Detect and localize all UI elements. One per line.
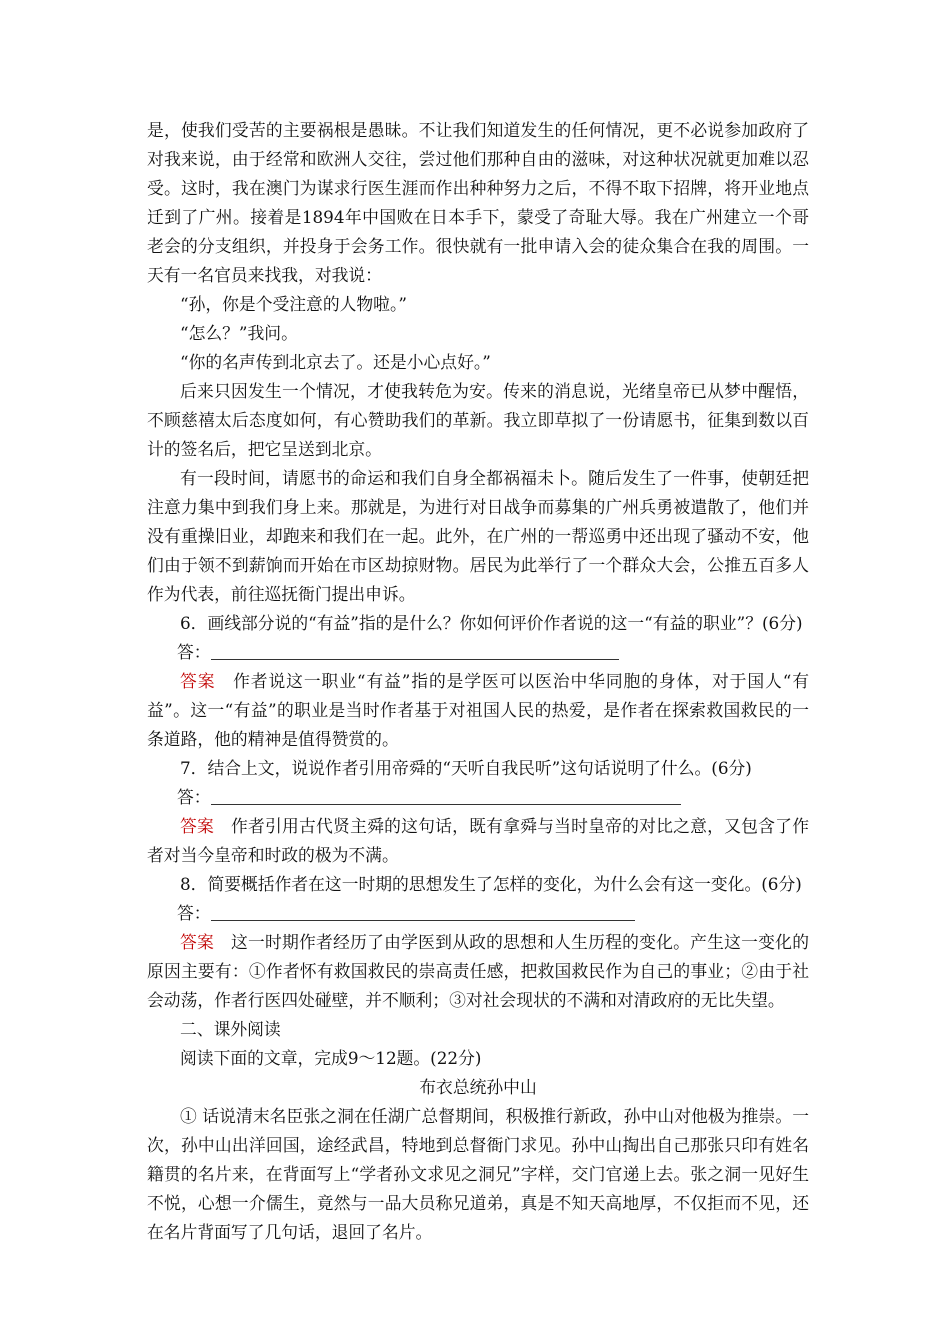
dialogue-line: “你的名声传到北京去了。还是小心点好。” [180, 352, 491, 372]
section-instruction: 阅读下面的文章，完成9～12题。(22分) [180, 1048, 482, 1068]
answer-text: 作者引用古代贤主舜的这句话，既有拿舜与当时皇帝的对比之意，又包含了作者对当今皇帝和时政的极为不满。 [147, 816, 809, 865]
answer-prompt: 答： [177, 787, 211, 807]
answer-7 [147, 812, 809, 870]
question-7: 7．结合上文，说说作者引用帝舜的“天听自我民听”这句话说明了什么。(6分) [180, 758, 752, 778]
answer-label: 答案 [180, 816, 215, 836]
section-heading: 二、课外阅读 [180, 1019, 281, 1039]
question-8: 8．简要概括作者在这一时期的思想发生了怎样的变化，为什么会有这一变化。(6分) [180, 874, 802, 894]
answer-prompt: 答： [177, 642, 211, 662]
dialogue-line: “怎么？”我问。 [180, 323, 298, 343]
answer-prompt: 答： [177, 903, 211, 923]
question-6: 6．画线部分说的“有益”指的是什么？你如何评价作者说的这一“有益的职业”？(6分) [180, 613, 803, 633]
answer-line-6 [147, 638, 809, 667]
document-content [147, 116, 809, 1247]
answer-label: 答案 [180, 671, 216, 691]
passage-paragraph: 有一段时间，请愿书的命运和我们自身全都祸福未卜。随后发生了一件事，使朝廷把注意力集中到我们身上来。那就是，为进行对日战争而募集的广州兵勇被遣散了，他们并没有重操旧业，却跑来和我们在一起。此外，在广州的一帮巡勇中还出现了骚动不安，他们由于领不到薪饷而开始在市区劫掠财物。居民为此举行了一个群众大会，公推五百多人作为代表，前往巡抚衙门提出申诉。 [147, 468, 809, 604]
answer-blank[interactable] [211, 641, 619, 660]
answer-6 [147, 667, 809, 754]
answer-line-7 [147, 783, 809, 812]
answer-line-8 [147, 899, 809, 928]
answer-blank[interactable] [211, 786, 681, 805]
answer-text: 作者说这一职业“有益”指的是学医可以医治中华同胞的身体，对于国人“有益”。这一“有益”的职业是当时作者基于对祖国人民的热爱，是作者在探索救国救民的一条道路，他的精神是值得赞赏的。 [147, 671, 809, 749]
passage-paragraph: 后来只因发生一个情况，才使我转危为安。传来的消息说，光绪皇帝已从梦中醒悟，不顾慈禧太后态度如何，有心赞助我们的革新。我立即草拟了一份请愿书，征集到数以百计的签名后，把它呈送到北京。 [147, 381, 809, 459]
answer-text: 这一时期作者经历了由学医到从政的思想和人生历程的变化。产生这一变化的原因主要有：①作者怀有救国救民的崇高责任感，把救国救民作为自己的事业；②由于社会动荡，作者行医四处碰壁，并不顺利；③对社会现状的不满和对清政府的无比失望。 [147, 932, 809, 1010]
article-paragraph: ① 话说清末名臣张之洞在任湖广总督期间，积极推行新政，孙中山对他极为推崇。一次，孙中山出洋回国，途经武昌，特地到总督衙门求见。孙中山掏出自己那张只印有姓名籍贯的名片来，在背面写上“学者孙文求见之洞兄”字样，交门官递上去。张之洞一见好生不悦，心想一介儒生，竟然与一品大员称兄道弟，真是不知天高地厚，不仅拒而不见，还在名片背面写了几句话，退回了名片。 [147, 1106, 809, 1242]
answer-label: 答案 [180, 932, 215, 952]
answer-8 [147, 928, 809, 1015]
passage-paragraph: 是，使我们受苦的主要祸根是愚昧。不让我们知道发生的任何情况，更不必说参加政府了对我来说，由于经常和欧洲人交往，尝过他们那种自由的滋味，对这种状况就更加难以忍受。这时，我在澳门为谋求行医生涯而作出种种努力之后，不得不取下招牌，将开业地点迁到了广州。接着是1894年中国败在日本手下，蒙受了奇耻大辱。我在广州建立一个哥老会的分支组织，并投身于会务工作。很快就有一批申请入会的徒众集合在我的周围。一天有一名官员来找我，对我说： [147, 120, 809, 285]
answer-blank[interactable] [211, 902, 635, 921]
article-title: 布衣总统孙中山 [419, 1077, 537, 1097]
dialogue-line: “孙，你是个受注意的人物啦。” [180, 294, 407, 314]
